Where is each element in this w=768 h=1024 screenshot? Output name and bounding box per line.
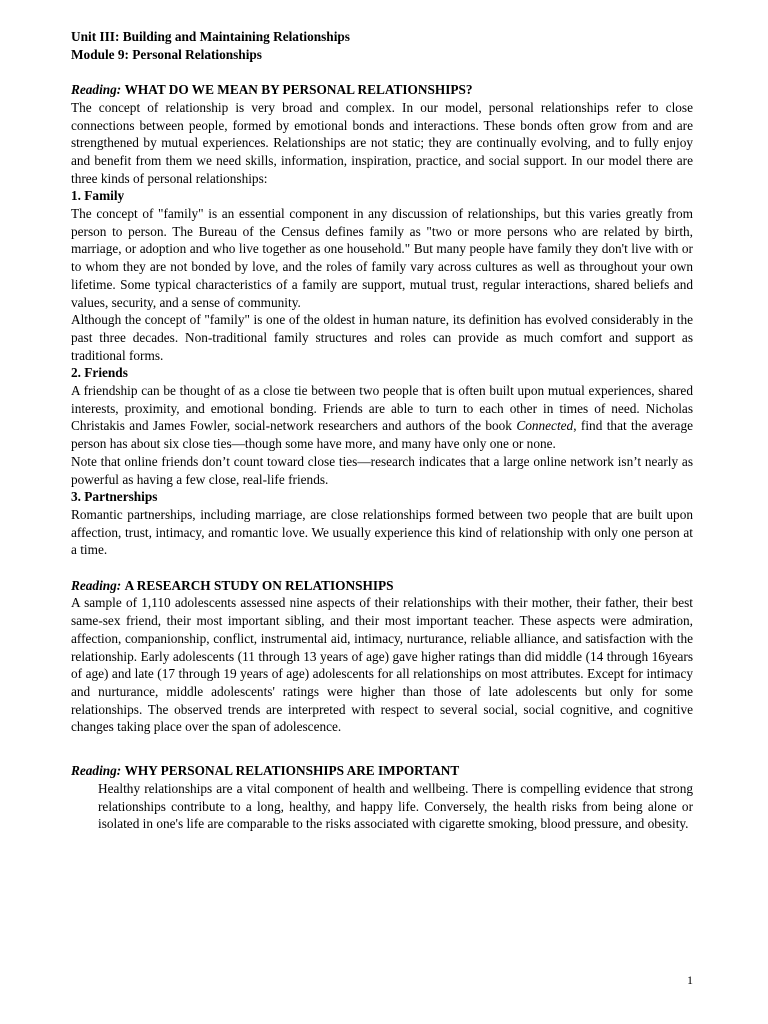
- reading1-intro: The concept of relationship is very broad and complex. In our model, personal relationships refer to close connections between people, formed by emotional bonds and interactions. These bonds often grow from and are strengthened by mutual experiences. Relationships are not static; they are continually evolving, and to fully enjoy and benefit from them we need skills, information, inspiration, practice, and social support. In our model there are three kinds of personal relationships:: [71, 99, 693, 186]
- friends-heading: 2. Friends: [71, 365, 128, 381]
- reading3-heading: [71, 762, 693, 780]
- reading1-label: Reading:: [71, 82, 122, 98]
- family-paragraph-2: Although the concept of "family" is one of the oldest in human nature, its definition has evolved considerably in the past three decades. Non-traditional family structures and roles can provide as much comfort and support as traditional forms.: [71, 312, 693, 363]
- reading3-label: Reading:: [71, 763, 122, 779]
- friends-text-a: A friendship can be thought of as a close tie between two people that is often built upon mutual experiences, shared interests, proximity, and emotional bonding. Friends are able to turn to each other in times of need. Nicholas Christakis and James Fowler, social-network researchers and authors of the book: [71, 383, 693, 434]
- page-number: 1: [687, 973, 693, 987]
- partnerships-paragraph: Romantic partnerships, including marriage, are close relationships formed between two people that are built upon affection, trust, intimacy, and romantic love. We usually experience this kind of relationship with only one person at a time.: [71, 506, 693, 558]
- unit-title: Unit III: Building and Maintaining Relationships: [71, 29, 350, 44]
- friends-text-b: , find that the average person has about six close ties—though some have more, and many have only one or none.: [71, 418, 693, 452]
- family-paragraph-1: The concept of "family" is an essential component in any discussion of relationships, but this varies greatly from person to person. The Bureau of the Census defines family as "two or more persons who are related by birth, marriage, or adoption and who live together as one household." But many people have family they don't live with or to whom they are not bonded by love, and the roles of family vary across cultures as well as throughout your own lifetime. Some typical characteristics of a family are support, mutual trust, regular interactions, shared beliefs and values, security, and a sense of community.: [71, 206, 693, 310]
- spacer: [71, 63, 693, 81]
- friends-paragraph-1: [71, 382, 693, 453]
- spacer: [71, 559, 693, 577]
- reading2-title: A RESEARCH STUDY ON RELATIONSHIPS: [124, 577, 394, 593]
- friends-paragraph-2: Note that online friends don’t count toward close ties—research indicates that a large online network isn’t nearly as powerful as having a few close, real-life friends.: [71, 453, 693, 487]
- reading2-body: A sample of 1,110 adolescents assessed nine aspects of their relationships with their mother, their father, their best same-sex friend, their most important sibling, and their most important teacher. These aspects were admiration, affection, companionship, conflict, instrumental aid, intimacy, nurturance, reliable alliance, and satisfaction with the relationship. Early adolescents (11 through 13 years of age) gave higher ratings than did middle (14 through 16years of age) and late (17 through 19 years of age) adolescents for all relationships on most attributes. Except for intimacy and nurturance, middle adolescents' ratings were higher than those of late adolescents but only for some relationships. The observed trends are interpreted with respect to several social, social cognitive, and cognitive changes taking place over the span of adolescence.: [71, 595, 693, 735]
- reading3-title: WHY PERSONAL RELATIONSHIPS ARE IMPORTANT: [124, 763, 460, 779]
- reading1-heading: [71, 81, 693, 99]
- module-title: Module 9: Personal Relationships: [71, 46, 262, 62]
- reading2-heading: [71, 577, 693, 595]
- document-page: [71, 28, 693, 833]
- spacer: [71, 736, 693, 762]
- partnerships-heading: 3. Partnerships: [71, 489, 158, 505]
- family-heading: 1. Family: [71, 188, 125, 204]
- book-title: Connected: [516, 418, 574, 434]
- reading1-title: WHAT DO WE MEAN BY PERSONAL RELATIONSHIPS?: [124, 82, 473, 98]
- reading3-indent: [71, 780, 693, 833]
- reading2-label: Reading:: [71, 577, 122, 593]
- reading3-body: Healthy relationships are a vital component of health and wellbeing. There is compelling evidence that strong relationships contribute to a long, healthy, and happy life. Conversely, the health risks from being alone or isolated in one's life are comparable to the risks associated with cigarette smoking, blood pressure, and obesity.: [98, 780, 693, 832]
